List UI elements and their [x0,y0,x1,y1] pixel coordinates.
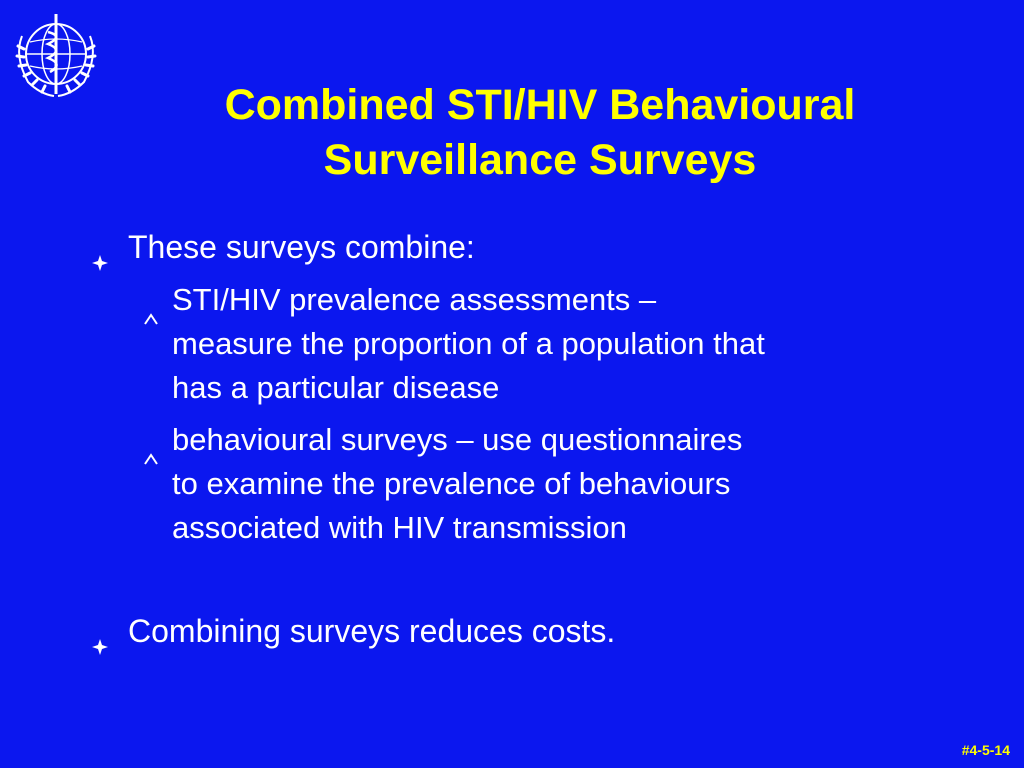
sub-bullet-text [172,278,972,410]
bullet-item [128,612,615,650]
bullet-text: Combining surveys reduces costs. [128,613,616,649]
arch-bullet-icon [144,433,158,445]
title-line-2: Surveillance Surveys [323,136,757,184]
bullet-item [128,228,475,266]
title-line-1: Combined STI/HIV Behavioural [224,81,856,129]
diamond-bullet-icon [92,625,108,641]
slide-number: #4-5-14 [961,742,1010,758]
sub-bullet-line: STI/HIV prevalence assessments – [172,282,657,317]
sub-bullet-line: measure the proportion of a population that [172,326,765,361]
sub-bullet-item [172,278,972,410]
sub-bullet-line: associated with HIV transmission [172,510,627,545]
sub-bullet-line: to examine the prevalence of behaviours [172,466,731,501]
diamond-bullet-icon [92,241,108,257]
sub-bullet-line: behavioural surveys – use questionnaires [172,422,743,457]
bullet-text: These surveys combine: [128,229,475,265]
sub-bullet-text [172,418,972,550]
arch-bullet-icon [144,293,158,305]
sub-bullet-line: has a particular disease [172,370,500,405]
sub-bullet-item [172,418,972,550]
